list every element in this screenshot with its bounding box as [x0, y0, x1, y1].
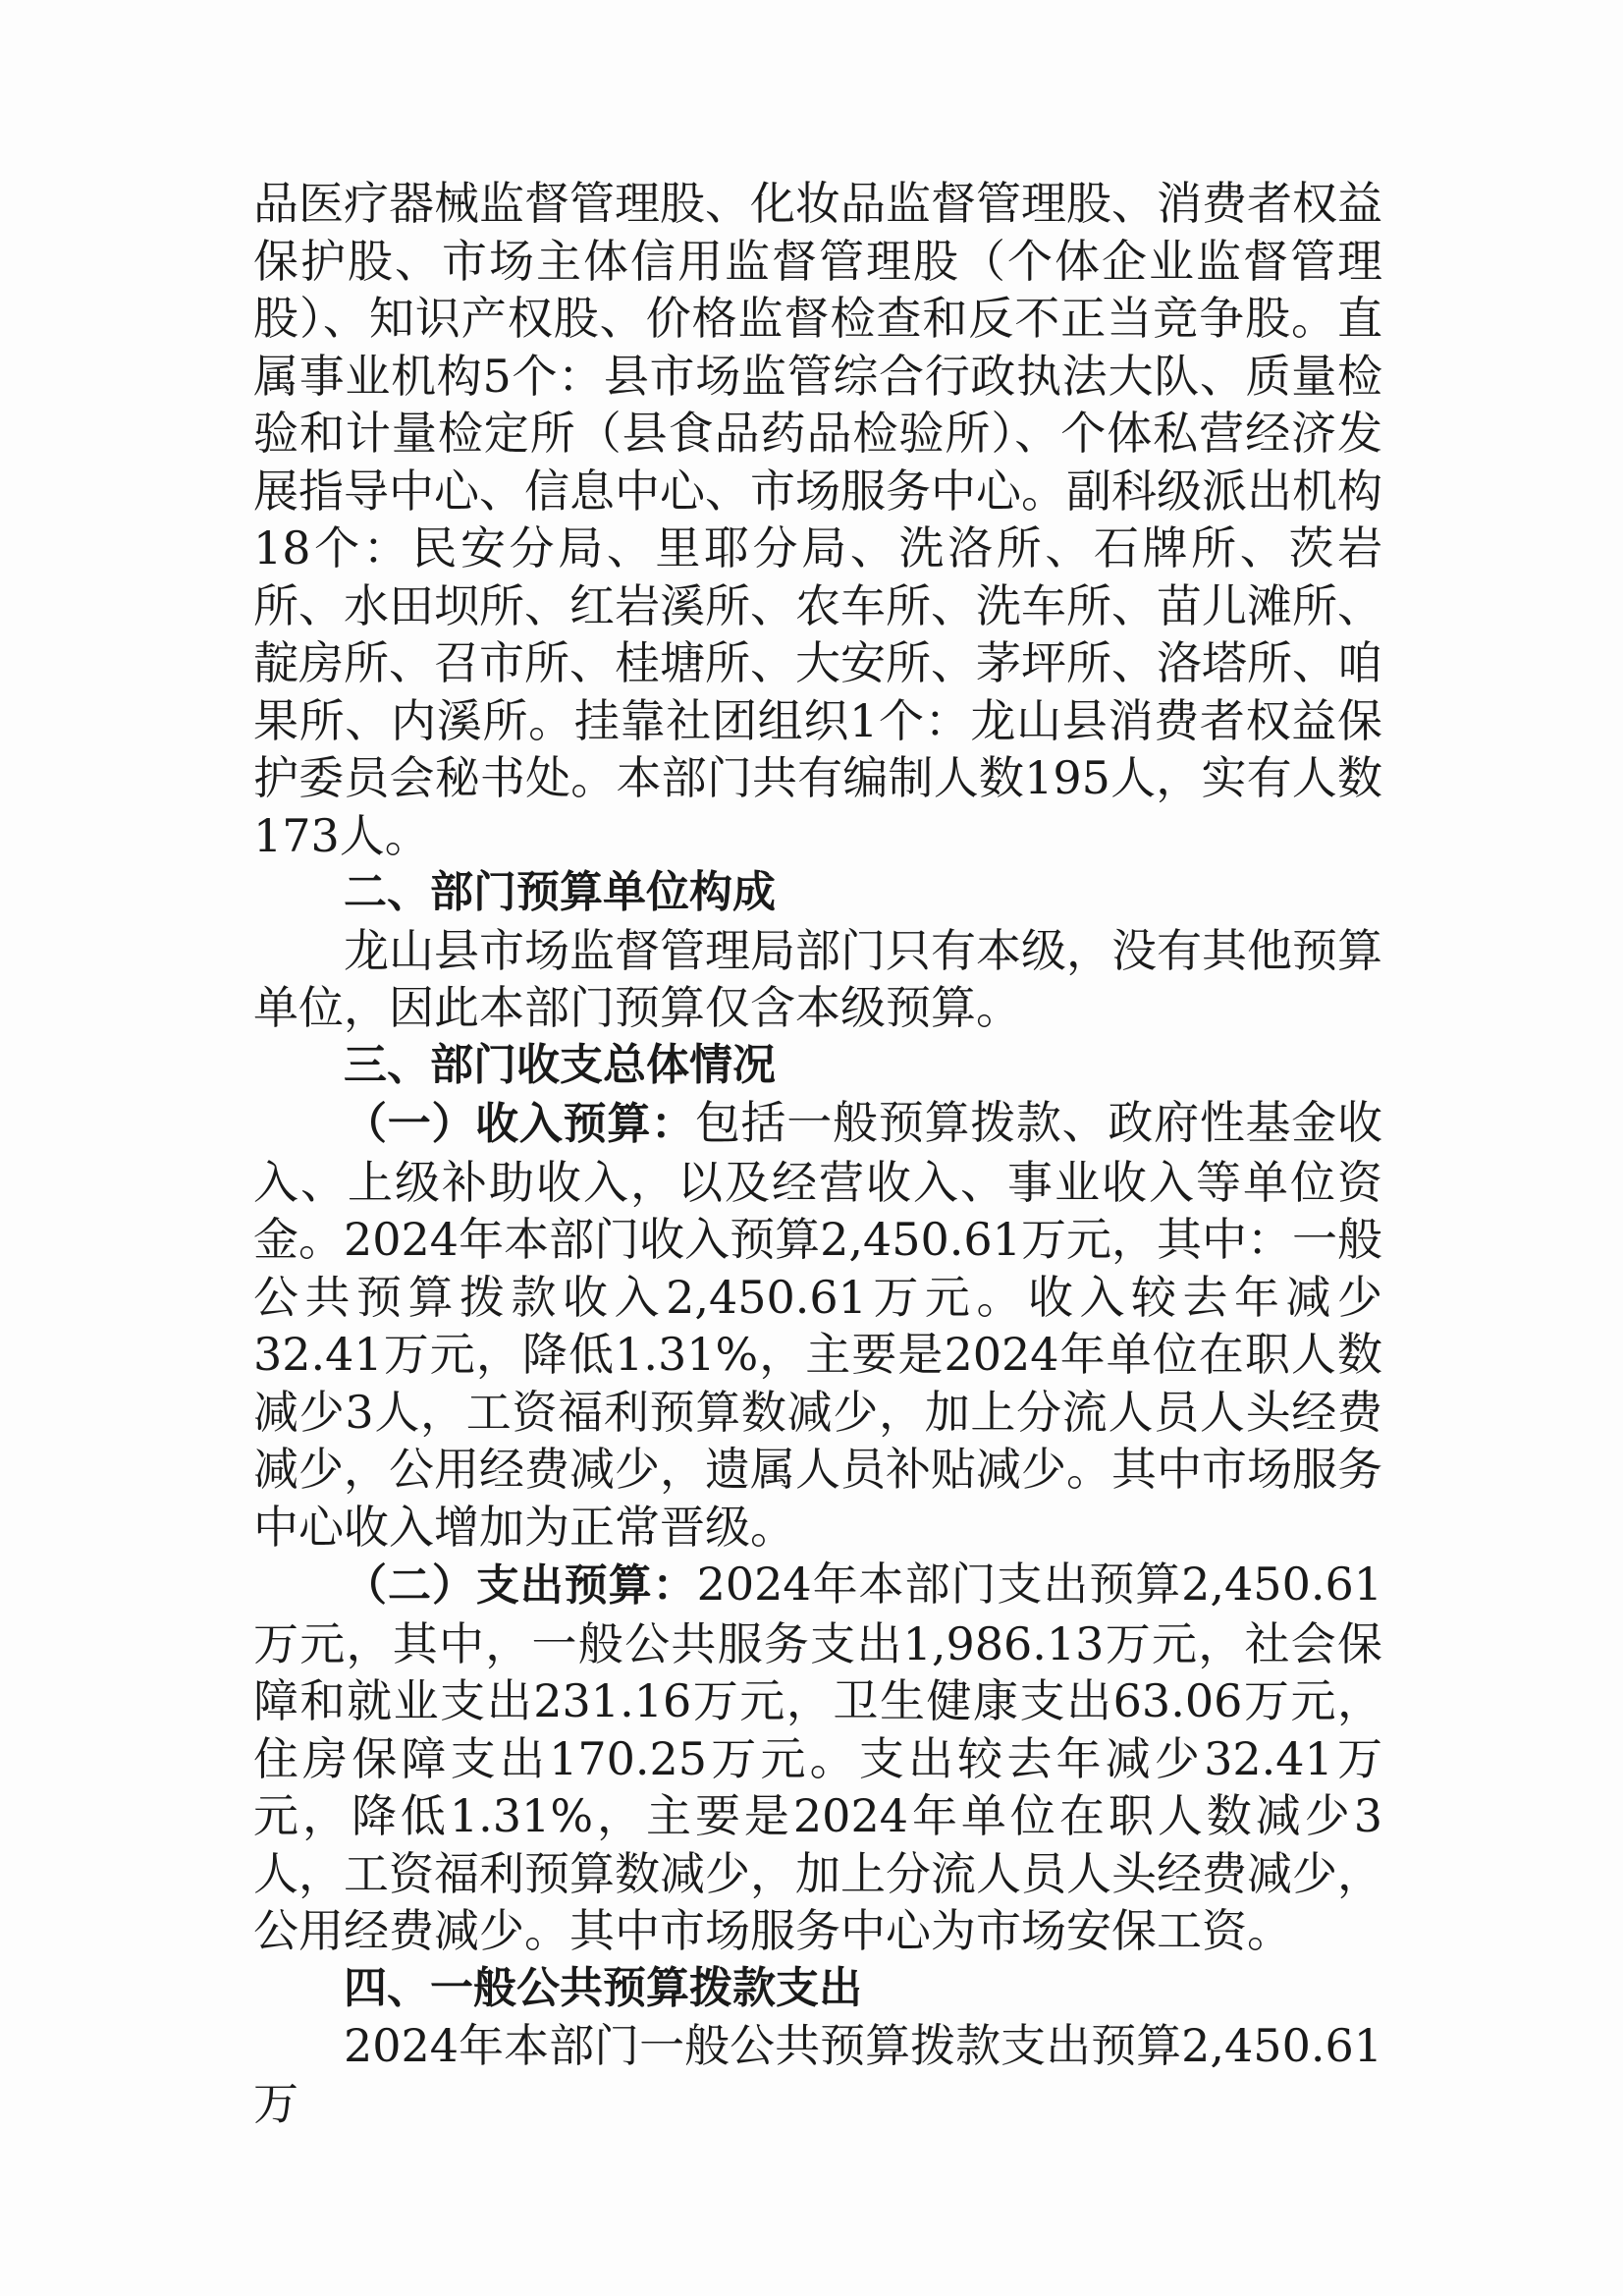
expenditure-budget-body: 2024年本部门支出预算2,450.61万元，其中，一般公共服务支出1,986.13万元，社会保障和就业支出231.16万元，卫生健康支出63.06万元，住房保障支出170.25万元。支出较去年减少32.41万元，降低1.31%，主要是2024年单位在职人数减少3人，工资福利预算数减少，加上分流人员人头经费减少，公用经费减少。其中市场服务中心为市场安保工资。 — [253, 1558, 1383, 1957]
expenditure-budget-lead: （二）支出预算： — [344, 1560, 697, 1611]
document-body — [253, 175, 1382, 2132]
paragraph-expenditure-budget — [253, 1556, 1382, 1960]
income-budget-body: 包括一般预算拨款、政府性基金收入、上级补助收入，以及经营收入、事业收入等单位资金。2024年本部门收入预算2,450.61万元，其中：一般公共预算拨款收入2,450.61万元。收入较去年减少32.41万元，降低1.31%，主要是2024年单位在职人数减少3人，工资福利预算数减少，加上分流人员人头经费减少，公用经费减少，遗属人员补贴减少。其中市场服务中心收入增加为正常晋级。 — [253, 1096, 1383, 1554]
paragraph-budget-units: 龙山县市场监督管理局部门只有本级，没有其他预算单位，因此本部门预算仅含本级预算。 — [253, 923, 1382, 1034]
paragraph-general-budget: 2024年本部门一般公共预算拨款支出预算2,450.61万 — [253, 2019, 1382, 2130]
paragraph-income-budget — [253, 1094, 1382, 1556]
section-heading-budget-units: 二、部门预算单位构成 — [344, 867, 776, 917]
section-heading-general-budget: 四、一般公共预算拨款支出 — [344, 1962, 862, 2013]
income-budget-lead: （一）收入预算： — [344, 1099, 695, 1149]
paragraph-org-structure: 品医疗器械监督管理股、化妆品监督管理股、消费者权益保护股、市场主体信用监督管理股（个体企业监督管理股）、知识产权股、价格监督检查和反不正当竞争股。直属事业机构5个：县市场监管综合行政执法大队、质量检验和计量检定所（县食品药品检验所）、个体私营经济发展指导中心、信息中心、市场服务中心。副科级派出机构18个：民安分局、里耶分局、洗洛所、石牌所、茨岩所、水田坝所、红岩溪所、农车所、洗车所、苗儿滩所、靛房所、召市所、桂塘所、大安所、茅坪所、洛塔所、咱果所、内溪所。挂靠社团组织1个：龙山县消费者权益保护委员会秘书处。本部门共有编制人数195人，实有人数173人。 — [253, 177, 1382, 862]
section-heading-income-expenditure: 三、部门收支总体情况 — [344, 1039, 776, 1090]
